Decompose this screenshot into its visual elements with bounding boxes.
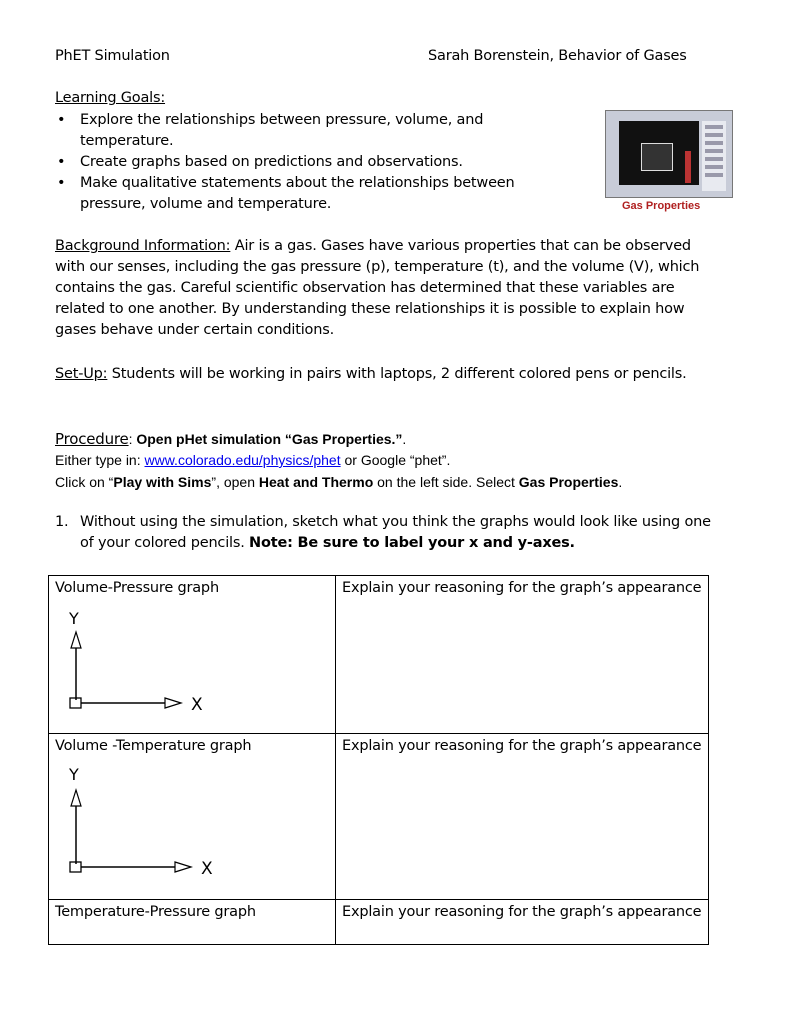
procedure-colon: : [128, 431, 137, 447]
heat-and-thermo-text: Heat and Thermo [258, 474, 374, 490]
question-number: 1. [55, 514, 69, 530]
goal-item: • Explore the relationships between pressure, volume, and temperature. [55, 110, 575, 152]
y-arrow-head [71, 632, 81, 648]
x-arrow-head [175, 862, 191, 872]
learning-goals-list [55, 110, 575, 215]
reasoning-prompt: Explain your reasoning for the graph’s appearance [342, 904, 702, 920]
header-left-text: PhET Simulation [55, 48, 170, 64]
reasoning-cell[interactable] [336, 576, 709, 734]
question-1 [55, 512, 715, 554]
graph-cell[interactable] [49, 734, 336, 900]
graph-title: Volume -Temperature graph [55, 738, 252, 754]
table-row [49, 900, 709, 945]
graph-cell[interactable] [49, 576, 336, 734]
y-axis-label: Y [69, 765, 79, 784]
setup-label: Set-Up: [55, 366, 108, 382]
background-label: Background Information: [55, 238, 231, 254]
procedure-label: Procedure [55, 430, 129, 448]
either-prefix: Either type in: [55, 452, 145, 468]
x-axis-label: X [201, 859, 213, 879]
question-text: Without using the simulation, sketch what you think the graphs would look like using one of your colored pencils. [80, 514, 711, 551]
either-line [55, 452, 450, 468]
x-axis-label: X [191, 695, 203, 715]
x-arrow-head [165, 698, 181, 708]
axes-sketch [55, 602, 235, 722]
gas-properties-caption: Gas Properties [622, 200, 701, 212]
axes-sketch [55, 760, 235, 884]
reasoning-prompt: Explain your reasoning for the graph’s appearance [342, 580, 702, 596]
click-end: . [618, 474, 623, 490]
background-paragraph [55, 236, 720, 341]
phet-link[interactable]: www.colorado.edu/physics/phet [144, 452, 341, 468]
procedure-instruction: Open pHet simulation “Gas Properties.” [136, 431, 403, 447]
reasoning-prompt: Explain your reasoning for the graph’s appearance [342, 738, 702, 754]
goal-item: • Create graphs based on predictions and observations. [55, 152, 575, 173]
reasoning-cell[interactable] [336, 900, 709, 945]
graph-title: Temperature-Pressure graph [55, 904, 256, 920]
header-right-text: Sarah Borenstein, Behavior of Gases [428, 48, 687, 64]
question-note: Note: Be sure to label your x and y-axes. [249, 535, 575, 551]
y-arrow-head [71, 790, 81, 806]
play-with-sims-text: Play with Sims [113, 474, 212, 490]
click-mid: ”, open [211, 474, 259, 490]
table-row [49, 576, 709, 734]
gas-properties-screenshot [605, 110, 733, 198]
click-prefix: Click on “ [55, 474, 114, 490]
graph-title: Volume-Pressure graph [55, 580, 219, 596]
setup-text: Students will be working in pairs with laptops, 2 different colored pens or pencils. [107, 366, 687, 382]
click-mid2: on the left side. Select [373, 474, 519, 490]
table-row [49, 734, 709, 900]
either-suffix: or Google “phet”. [340, 452, 451, 468]
background-text: Air is a gas. Gases have various properties that can be observed with our senses, including the gas pressure (p), temperature (t), and the volume (V), which contains the gas. Careful scientific observation has determined that these variables are related to one another. By understanding these relationships it is possible to explain how gases behave under certain conditions. [55, 238, 700, 338]
y-axis-label: Y [69, 609, 79, 628]
setup-paragraph [55, 364, 720, 385]
goal-item: • Make qualitative statements about the relationships between pressure, volume and temperature. [55, 173, 575, 215]
graphs-table [48, 575, 709, 945]
procedure-period: . [402, 431, 407, 447]
gas-properties-text: Gas Properties [518, 474, 619, 490]
click-line [55, 474, 622, 490]
reasoning-cell[interactable] [336, 734, 709, 900]
graph-cell[interactable] [49, 900, 336, 945]
learning-goals-title: Learning Goals: [55, 90, 166, 106]
procedure-line [55, 429, 406, 448]
